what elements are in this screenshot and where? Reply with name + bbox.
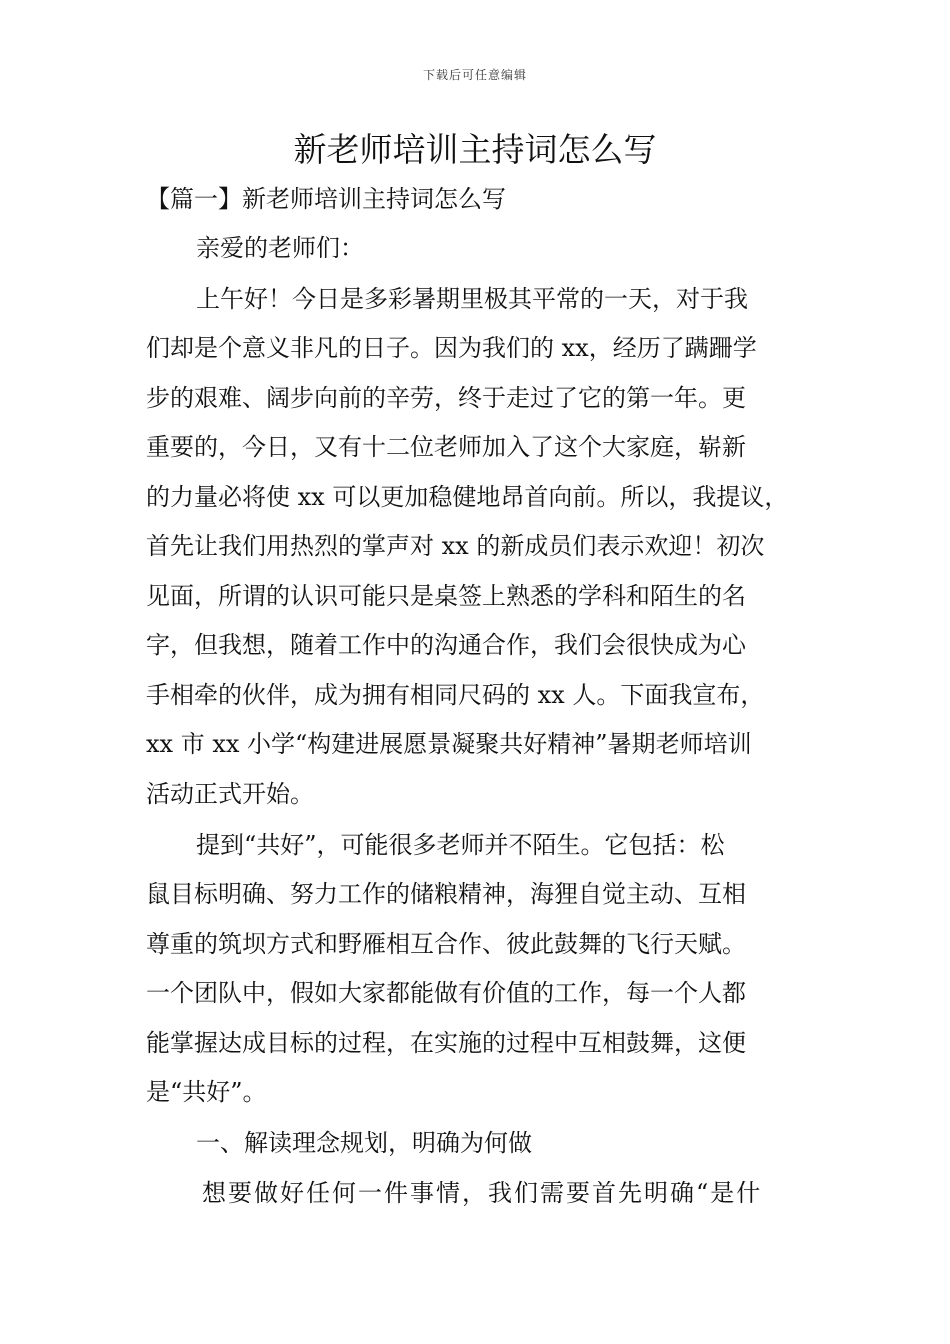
paragraph-line: 鼠目标明确、努力工作的储粮精神，海狸自觉主动、互相 <box>146 880 746 908</box>
greeting-line: 亲爱的老师们： <box>196 234 364 262</box>
paragraph-line: 是“共好”。 <box>146 1078 267 1106</box>
paragraph-line: 步的艰难、阔步向前的辛劳，终于走过了它的第一年。更 <box>146 384 746 412</box>
subsection-heading: 一、解读理念规划，明确为何做 <box>196 1129 532 1157</box>
paragraph-line: 重要的，今日，又有十二位老师加入了这个大家庭，崭新 <box>146 433 746 461</box>
paragraph-line: 的力量必将使 xx 可以更加稳健地昂首向前。所以，我提议， <box>146 483 789 511</box>
paragraph-line: 尊重的筑坝方式和野雁相互合作、彼此鼓舞的飞行天赋。 <box>146 930 746 958</box>
header-note: 下载后可任意编辑 <box>422 68 527 82</box>
paragraph-line: 提到“共好”，可能很多老师并不陌生。它包括：松 <box>196 831 725 859</box>
document-title: 新老师培训主持词怎么写 <box>293 130 657 169</box>
paragraph-line: 首先让我们用热烈的掌声对 xx 的新成员们表示欢迎！初次 <box>146 532 765 560</box>
section-heading: 【篇一】新老师培训主持词怎么写 <box>146 185 506 213</box>
paragraph-line: 上午好！今日是多彩暑期里极其平常的一天，对于我 <box>196 285 748 313</box>
paragraph-line: 手相牵的伙伴，成为拥有相同尺码的 xx 人。下面我宣布， <box>146 681 765 709</box>
paragraph-line: 能掌握达成目标的过程，在实施的过程中互相鼓舞，这便 <box>146 1029 746 1057</box>
paragraph-line: 想要做好任何一件事情，我们需要首先明确“是什 <box>202 1179 763 1207</box>
paragraph-line: 一个团队中，假如大家都能做有价值的工作，每一个人都 <box>146 979 746 1007</box>
paragraph-line: xx 市 xx 小学“构建进展愿景凝聚共好精神”暑期老师培训 <box>146 730 752 758</box>
paragraph-line: 活动正式开始。 <box>146 780 314 808</box>
paragraph-line: 见面，所谓的认识可能只是桌签上熟悉的学科和陌生的名 <box>146 582 746 610</box>
paragraph-line: 字，但我想，随着工作中的沟通合作，我们会很快成为心 <box>146 631 746 659</box>
paragraph-line: 们却是个意义非凡的日子。因为我们的 xx，经历了蹒跚学 <box>146 334 757 362</box>
